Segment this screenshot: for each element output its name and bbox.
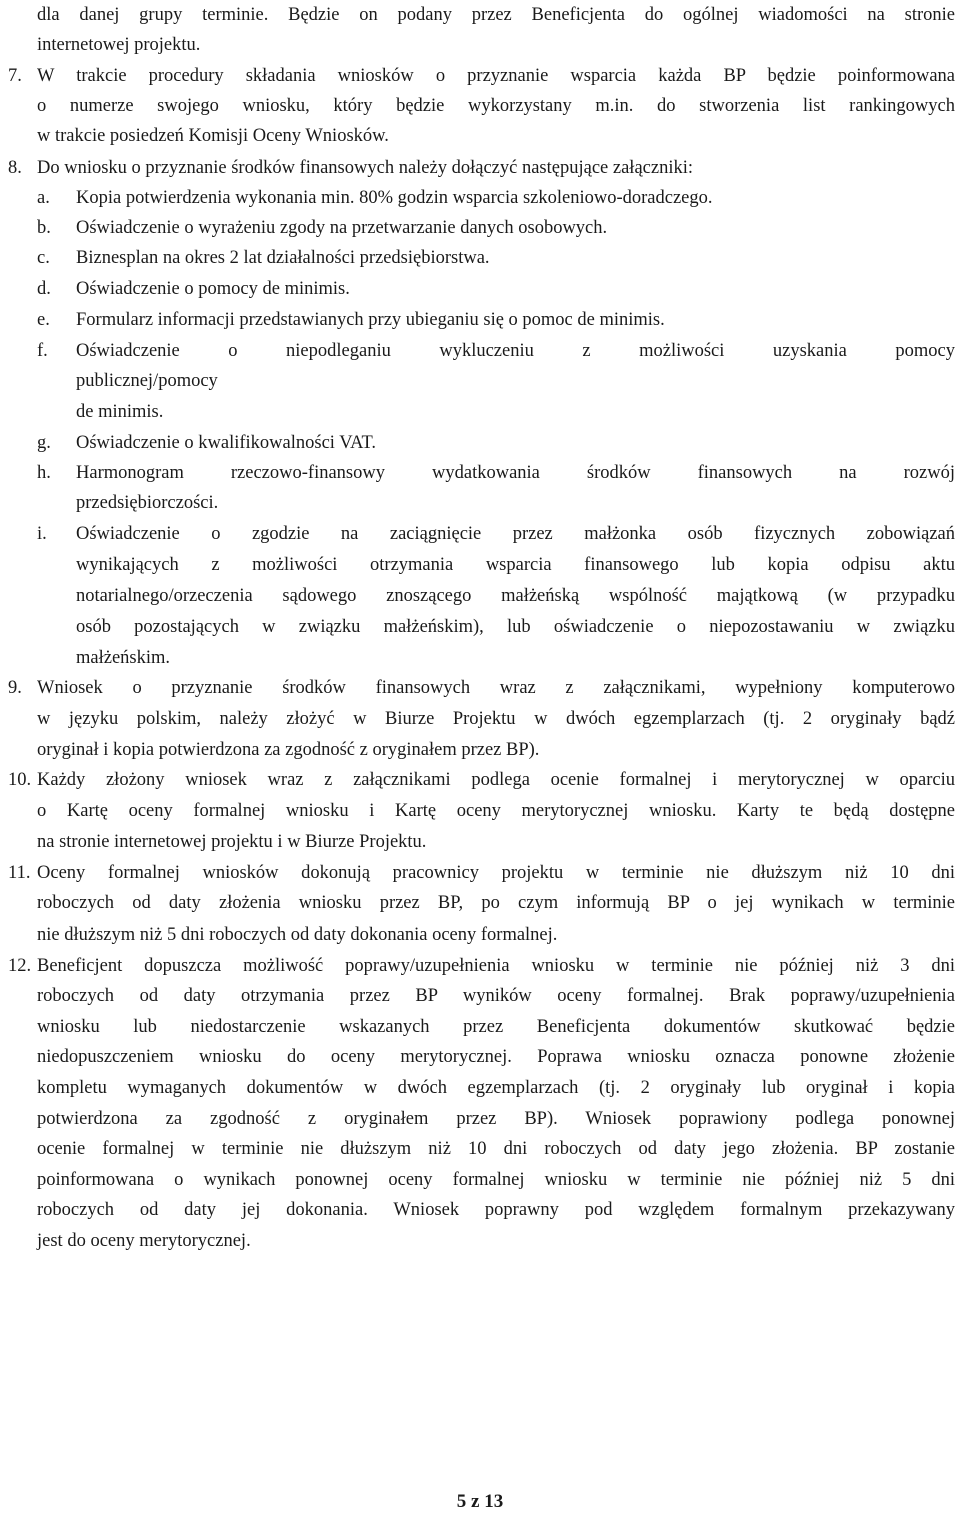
list-item-line: potwierdzona za zgodność z oryginałem przez BP). Wniosek poprawiony podlega ponownej xyxy=(37,1109,955,1129)
sublist-item-line: Oświadczenie o kwalifikowalności VAT. xyxy=(76,433,377,453)
list-number: 9. xyxy=(8,678,22,698)
sublist-item-line: Oświadczenie o zgodzie na zaciągnięcie przez małżonka osób fizycznych zobowiązań xyxy=(76,524,955,544)
list-item-line: Wniosek o przyznanie środków finansowych wraz z załącznikami, wypełniony komputerowo xyxy=(37,678,955,698)
list-item-line: wniosku lub niedostarczenie wskazanych przez Beneficjenta dokumentów skutkować będzie xyxy=(37,1017,955,1037)
list-item-line: Beneficjent dopuszcza możliwość poprawy/uzupełnienia wniosku w terminie nie później niż 3 dni xyxy=(37,956,955,976)
sublist-letter: b. xyxy=(37,218,51,238)
list-number: 10. xyxy=(8,770,32,790)
list-item-line: nie dłuższym niż 5 dni roboczych od daty dokonania oceny formalnej. xyxy=(37,925,558,945)
list-item-line: Każdy złożony wniosek wraz z załącznikami podlega ocenie formalnej i merytorycznej w oparciu xyxy=(37,770,955,790)
sublist-item-line: Oświadczenie o pomocy de minimis. xyxy=(76,279,350,299)
list-number: 12. xyxy=(8,956,32,976)
list-item-line: roboczych od daty otrzymania przez BP wyników oceny formalnej. Brak poprawy/uzupełnienia xyxy=(37,986,955,1006)
sublist-letter: f. xyxy=(37,341,48,361)
list-item-line: Oceny formalnej wniosków dokonują pracownicy projektu w terminie nie dłuższym niż 10 dni xyxy=(37,863,955,883)
list-item-line: ocenie formalnej w terminie nie dłuższym niż 10 dni roboczych od daty jego złożenia. BP zostanie xyxy=(37,1139,955,1159)
list-number: 7. xyxy=(8,66,22,86)
sublist-item-line: przedsiębiorczości. xyxy=(76,493,219,513)
sublist-item-line: osób pozostających w związku małżeńskim), lub oświadczenie o niepozostawaniu w związku xyxy=(76,617,955,637)
sublist-item-line: publicznej/pomocy xyxy=(76,371,218,391)
sublist-item-line: małżeńskim. xyxy=(76,648,171,668)
list-item-line: oryginał i kopia potwierdzona za zgodność z oryginałem przez BP). xyxy=(37,740,540,760)
list-number: 8. xyxy=(8,158,22,178)
list-item-line: roboczych od daty jej dokonania. Wniosek poprawny pod względem formalnym przekazywany xyxy=(37,1200,955,1220)
sublist-item-line: notarialnego/orzeczenia sądowego znoszącego małżeńską wspólność majątkową (w przypadku xyxy=(76,586,955,606)
list-item-line: Do wniosku o przyznanie środków finansowych należy dołączyć następujące załączniki: xyxy=(37,158,693,178)
sublist-item-line: Formularz informacji przedstawianych przy ubieganiu się o pomoc de minimis. xyxy=(76,310,665,330)
intro-line: dla danej grupy terminie. Będzie on podany przez Beneficjenta do ogólnej wiadomości na stronie xyxy=(37,5,955,25)
sublist-letter: c. xyxy=(37,248,50,268)
sublist-item-line: wynikających z możliwości otrzymania wsparcia finansowego lub kopia odpisu aktu xyxy=(76,555,955,575)
sublist-letter: d. xyxy=(37,279,51,299)
sublist-letter: g. xyxy=(37,433,51,453)
list-item-line: w języku polskim, należy złożyć w Biurze Projektu w dwóch egzemplarzach (tj. 2 oryginały bądź xyxy=(37,709,955,729)
sublist-item-line: Biznesplan na okres 2 lat działalności przedsiębiorstwa. xyxy=(76,248,490,268)
sublist-item-line: Oświadczenie o wyrażeniu zgody na przetwarzanie danych osobowych. xyxy=(76,218,608,238)
list-item-line: o Kartę oceny formalnej wniosku i Kartę oceny merytorycznej wniosku. Karty te będą dostępne xyxy=(37,801,955,821)
sublist-letter: i. xyxy=(37,524,47,544)
list-item-line: niedopuszczeniem wniosku do oceny merytorycznej. Poprawa wniosku oznacza ponowne złożenie xyxy=(37,1047,955,1067)
list-item-line: W trakcie procedury składania wniosków o przyznanie wsparcia każda BP będzie poinformowana xyxy=(37,66,955,86)
intro-line: internetowej projektu. xyxy=(37,35,201,55)
sublist-letter: h. xyxy=(37,463,51,483)
list-item-line: roboczych od daty złożenia wniosku przez BP, po czym informują BP o jej wynikach w terminie xyxy=(37,893,955,913)
list-item-line: kompletu wymaganych dokumentów w dwóch egzemplarzach (tj. 2 oryginały lub oryginał i kopia xyxy=(37,1078,955,1098)
sublist-item-line: Harmonogram rzeczowo-finansowy wydatkowania środków finansowych na rozwój xyxy=(76,463,955,483)
sublist-letter: e. xyxy=(37,310,50,330)
sublist-item-line: de minimis. xyxy=(76,402,164,422)
sublist-item-line: Oświadczenie o niepodleganiu wykluczeniu z możliwości uzyskania pomocy xyxy=(76,341,955,361)
sublist-item-line: Kopia potwierdzenia wykonania min. 80% godzin wsparcia szkoleniowo-doradczego. xyxy=(76,188,713,208)
list-item-line: jest do oceny merytorycznej. xyxy=(37,1231,251,1251)
list-item-line: o numerze swojego wniosku, który będzie wykorzystany m.in. do stworzenia list rankingowych xyxy=(37,96,955,116)
sublist-letter: a. xyxy=(37,188,50,208)
list-item-line: w trakcie posiedzeń Komisji Oceny Wniosków. xyxy=(37,126,389,146)
list-item-line: poinformowana o wynikach ponownej oceny formalnej wniosku w terminie nie później niż 5 dni xyxy=(37,1170,955,1190)
list-item-line: na stronie internetowej projektu i w Biurze Projektu. xyxy=(37,832,427,852)
list-number: 11. xyxy=(8,863,31,883)
page-number: 5 z 13 xyxy=(456,1491,504,1512)
